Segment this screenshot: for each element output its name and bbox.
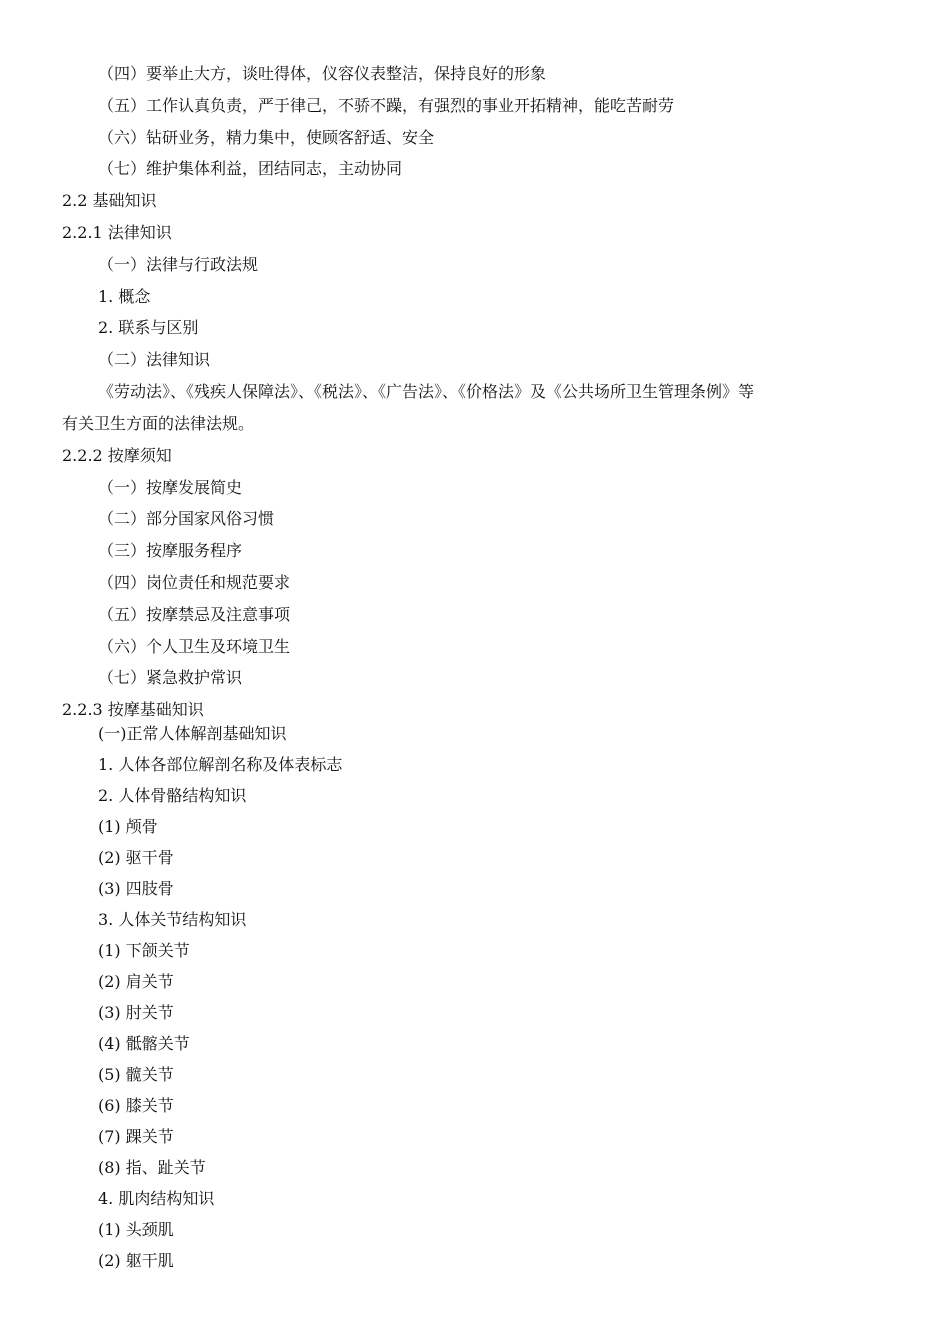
massage-notice-item-6: （六）个人卫生及环境卫生 <box>98 637 291 656</box>
massage-notice-item-3: （三）按摩服务程序 <box>98 541 243 560</box>
muscle-subitem-1: (1) 头颈肌 <box>98 1220 174 1239</box>
item-7-collective: （七）维护集体利益，团结同志，主动协同 <box>98 159 403 178</box>
joint-subitem-1: (1) 下颌关节 <box>98 941 190 960</box>
law-subitem-2: 2. 联系与区别 <box>98 318 199 337</box>
joint-subitem-8: (8) 指、趾关节 <box>98 1158 206 1177</box>
skeleton-subitem-2: (2) 驱干骨 <box>98 848 174 867</box>
massage-notice-item-1: （一）按摩发展简史 <box>98 478 243 497</box>
joint-subitem-7: (7) 踝关节 <box>98 1127 174 1146</box>
massage-notice-item-4: （四）岗位责任和规范要求 <box>98 573 291 592</box>
skeleton-subitem-3: (3) 四肢骨 <box>98 879 174 898</box>
anatomy-heading: (一)正常人体解剖基础知识 <box>98 724 287 743</box>
massage-notice-item-7: （七）紧急救护常识 <box>98 668 243 687</box>
anatomy-item-4: 4. 肌肉结构知识 <box>98 1189 215 1208</box>
section-2-2-2-heading: 2.2.2 按摩须知 <box>62 446 172 465</box>
law-list-paragraph-line1: 《劳动法》、《残疾人保障法》、《税法》、《广告法》、《价格法》及《公共场所卫生管理条例》等 <box>98 382 755 401</box>
joint-subitem-4: (4) 骶髂关节 <box>98 1034 190 1053</box>
section-2-2-3-heading: 2.2.3 按摩基础知识 <box>62 700 204 719</box>
massage-notice-item-2: （二）部分国家风俗习惯 <box>98 509 275 528</box>
item-5-work-attitude: （五）工作认真负责，严于律己，不骄不躁，有强烈的事业开拓精神，能吃苦耐劳 <box>98 96 675 115</box>
skeleton-subitem-1: (1) 颅骨 <box>98 817 158 836</box>
law-item-2: （二）法律知识 <box>98 350 211 369</box>
law-item-1: （一）法律与行政法规 <box>98 255 259 274</box>
section-2-2-heading: 2.2 基础知识 <box>62 191 157 210</box>
massage-notice-item-5: （五）按摩禁忌及注意事项 <box>98 605 291 624</box>
joint-subitem-5: (5) 髋关节 <box>98 1065 174 1084</box>
law-list-paragraph-line2: 有关卫生方面的法律法规。 <box>62 414 255 433</box>
item-4-conduct: （四）要举止大方，谈吐得体，仪容仪表整洁，保持良好的形象 <box>98 64 547 83</box>
law-subitem-1: 1. 概念 <box>98 287 151 306</box>
joint-subitem-2: (2) 肩关节 <box>98 972 174 991</box>
joint-subitem-3: (3) 肘关节 <box>98 1003 174 1022</box>
section-2-2-1-heading: 2.2.1 法律知识 <box>62 223 172 242</box>
anatomy-item-2: 2. 人体骨骼结构知识 <box>98 786 247 805</box>
item-6-study-business: （六）钻研业务，精力集中，使顾客舒适、安全 <box>98 128 435 147</box>
muscle-subitem-2: (2) 躯干肌 <box>98 1251 174 1270</box>
joint-subitem-6: (6) 膝关节 <box>98 1096 174 1115</box>
anatomy-item-1: 1. 人体各部位解剖名称及体表标志 <box>98 755 343 774</box>
anatomy-item-3: 3. 人体关节结构知识 <box>98 910 247 929</box>
